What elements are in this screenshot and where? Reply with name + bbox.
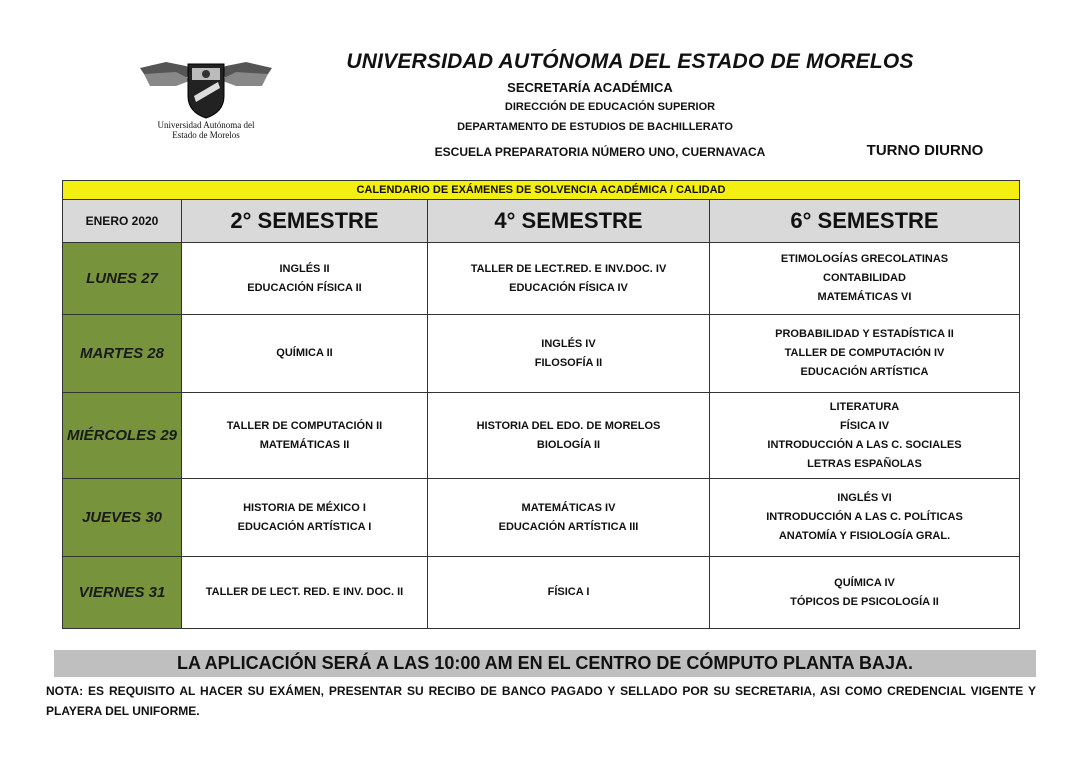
subject-cell-sem6 [710,243,1020,315]
day-cell: MARTES 28 [63,315,182,393]
table-row [63,243,1020,315]
column-header-2-semestre: 2° SEMESTRE [182,200,428,243]
subject-name: TALLER DE COMPUTACIÓN IV [784,347,945,359]
subject-cell-sem6 [710,479,1020,557]
column-header-6-semestre: 6° SEMESTRE [710,200,1020,243]
subject-cell-sem2 [182,315,428,393]
subject-cell-sem2 [182,557,428,629]
direccion: DIRECCIÓN DE EDUCACIÓN SUPERIOR [504,101,716,113]
subject-name: INTRODUCCIÓN A LAS C. POLÍTICAS [766,511,963,523]
subject-name: TALLER DE COMPUTACIÓN II [226,419,383,432]
subject-name: QUÍMICA IV [834,576,895,589]
university-title: UNIVERSIDAD AUTÓNOMA DEL ESTADO DE MORELOS [346,50,914,73]
subject-name: INTRODUCCIÓN A LAS C. SOCIALES [767,438,962,451]
month-header: ENERO 2020 [63,200,182,243]
table-row [63,315,1020,393]
subject-name: HISTORIA DEL EDO. DE MORELOS [476,419,661,432]
column-header-4-semestre: 4° SEMESTRE [428,200,710,243]
subject-cell-sem2 [182,393,428,479]
subject-name: MATEMÁTICAS II [259,438,350,451]
subject-cell-sem4 [428,315,710,393]
subject-cell-sem6 [710,315,1020,393]
subject-name: TALLER DE LECT. RED. E INV. DOC. II [205,586,404,598]
subject-name: ETIMOLOGÍAS GRECOLATINAS [780,253,949,265]
subject-name: TALLER DE LECT.RED. E INV.DOC. IV [470,262,667,275]
subject-name: EDUCACIÓN FÍSICA II [247,281,362,294]
subject-name: HISTORIA DE MÉXICO I [243,501,366,514]
subject-cell-sem6 [710,557,1020,629]
subject-name: INGLÉS II [279,262,330,275]
subject-name: LETRAS ESPAÑOLAS [807,457,922,470]
subject-name: EDUCACIÓN ARTÍSTICA III [498,520,639,533]
departamento: DEPARTAMENTO DE ESTUDIOS DE BACHILLERATO [457,121,733,133]
university-crest-icon [136,56,276,120]
subject-cell-sem6 [710,393,1020,479]
subject-name: ANATOMÍA Y FISIOLOGÍA GRAL. [778,530,951,542]
subject-cell-sem2 [182,243,428,315]
subject-name: EDUCACIÓN ARTÍSTICA I [237,520,372,533]
subject-name: PROBABILIDAD Y ESTADÍSTICA II [775,328,954,340]
application-banner: LA APLICACIÓN SERÁ A LAS 10:00 AM EN EL CENTRO DE CÓMPUTO PLANTA BAJA. [54,650,1036,677]
logo-caption [126,120,286,140]
table-row [63,479,1020,557]
nota: NOTA: ES REQUISITO AL HACER SU EXÁMEN, PRESENTAR SU RECIBO DE BANCO PAGADO Y SELLADO POR SU SECRETARIA, ASI COMO CREDENCIAL VIGENTE Y PLAYERA DEL UNIFORME. [46,684,1036,718]
logo-caption-line-1: Universidad Autónoma del [157,120,255,130]
subject-name: QUÍMICA II [276,347,333,359]
table-row [63,557,1020,629]
subject-cell-sem4 [428,243,710,315]
subject-name: BIOLOGÍA II [536,438,601,451]
subject-name: INGLÉS VI [837,492,892,504]
calendar-title: CALENDARIO DE EXÁMENES DE SOLVENCIA ACADÉMICA / CALIDAD [63,181,1020,200]
subject-name: CONTABILIDAD [823,272,906,284]
turno: TURNO DIURNO [866,142,984,159]
subject-name: TÓPICOS DE PSICOLOGÍA II [790,595,939,608]
subject-name: LITERATURA [829,400,900,413]
day-cell: MIÉRCOLES 29 [63,393,182,479]
subject-name: EDUCACIÓN ARTÍSTICA [800,366,929,378]
subject-name: MATEMÁTICAS IV [521,501,616,514]
subject-name: FÍSICA IV [839,419,890,432]
subject-name: MATEMÁTICAS VI [817,291,912,303]
escuela: ESCUELA PREPARATORIA NÚMERO UNO, CUERNAVACA [434,145,766,159]
table-row [63,393,1020,479]
day-cell: VIERNES 31 [63,557,182,629]
subject-cell-sem2 [182,479,428,557]
day-cell: JUEVES 30 [63,479,182,557]
secretaria-academica: SECRETARÍA ACADÉMICA [507,80,673,95]
subject-cell-sem4 [428,557,710,629]
subject-name: EDUCACIÓN FÍSICA IV [509,281,628,294]
exam-calendar-table [62,180,1019,629]
subject-cell-sem4 [428,393,710,479]
subject-name: FILOSOFÍA II [534,356,603,369]
subject-name: INGLÉS IV [541,337,596,350]
day-cell: LUNES 27 [63,243,182,315]
subject-cell-sem4 [428,479,710,557]
logo-caption-line-2: Estado de Morelos [172,130,240,140]
subject-name: FÍSICA I [547,586,590,598]
